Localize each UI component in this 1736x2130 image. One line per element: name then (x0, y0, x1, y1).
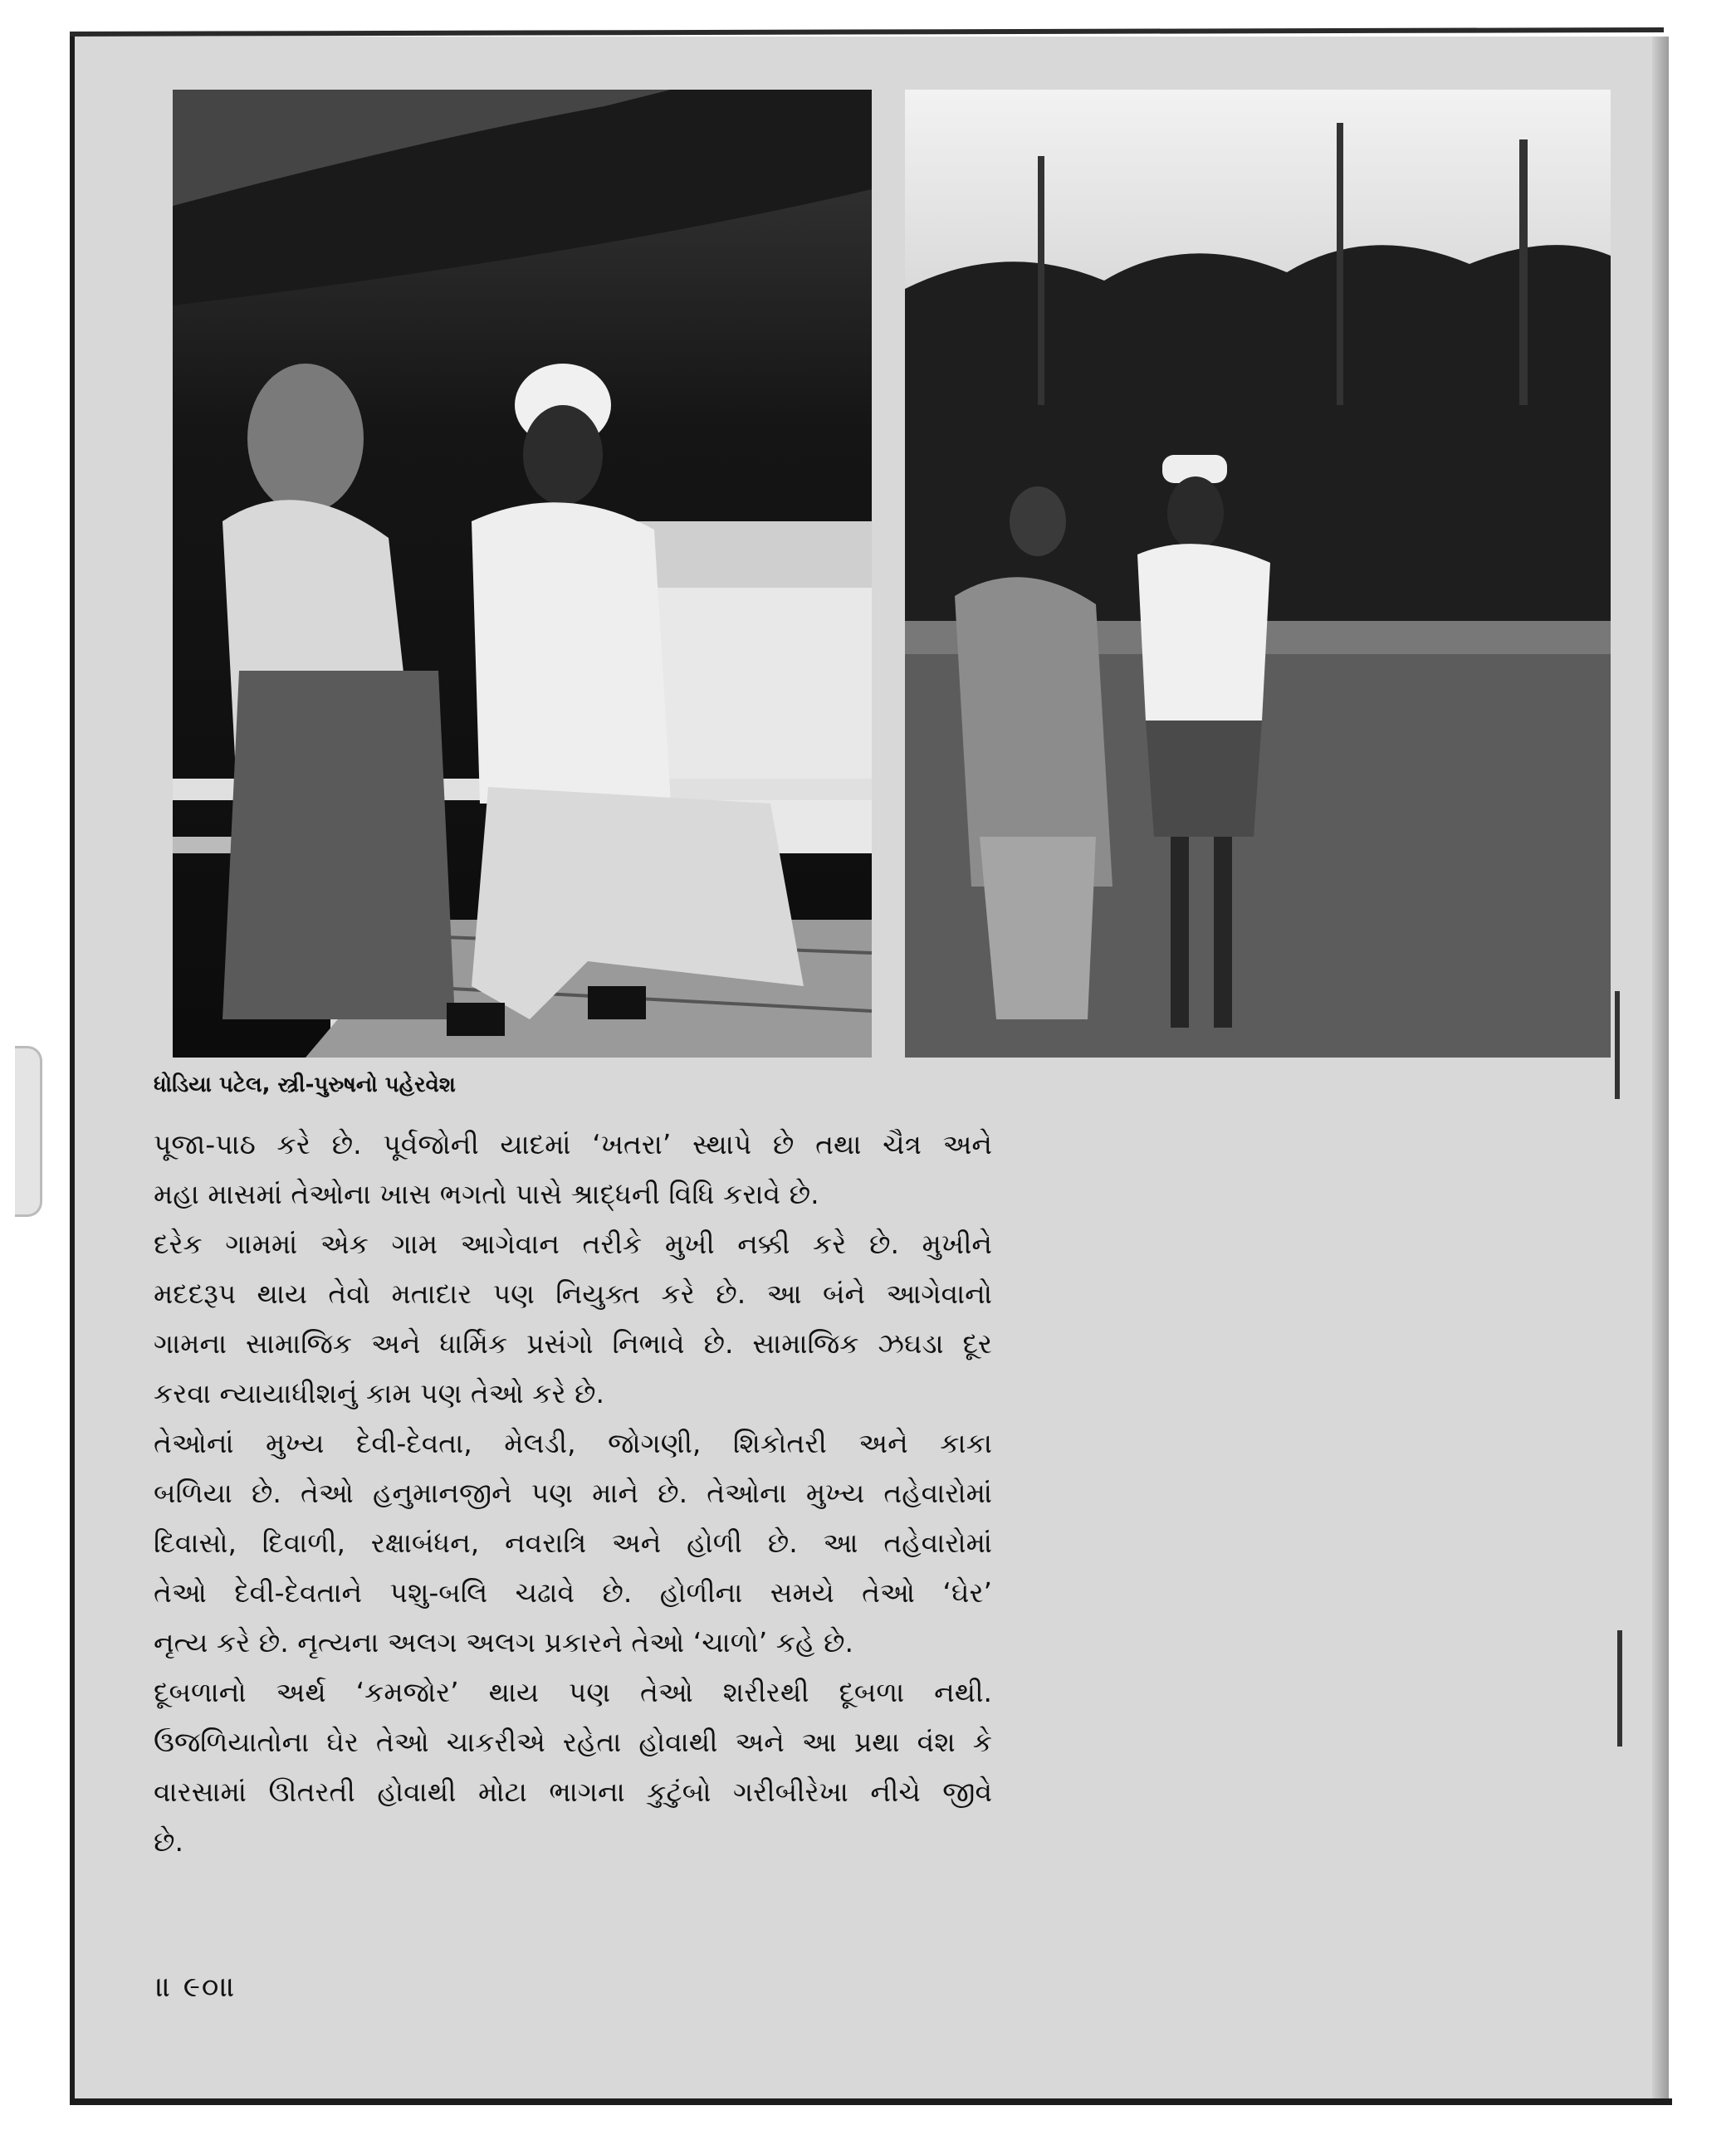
scan-top-edge (70, 27, 1664, 37)
text-line: દિવાસો, દિવાળી, રક્ષાબંધન, નવરાત્રિ અને હોળી છે. આ તહેવારોમાં (154, 1527, 992, 1559)
book-page (75, 37, 1669, 2098)
text-line: તેઓ દેવી-દેવતાને પશુ-બલિ ચઢાવે છે. હોળીના સમયે તેઓ ‘ઘેર’ (154, 1576, 992, 1609)
text-line: તેઓનાં મુખ્ય દેવી-દેવતા, મેલડી, જોગણી, શિકોતરી અને કાકા (154, 1427, 992, 1459)
photo-caption: ધોડિયા પટેલ, સ્ત્રી-પુરુષનો પહેરવેશ (154, 1072, 456, 1097)
page-edge-shadow (1652, 37, 1669, 2098)
text-line: ઉજળિયાતોના ઘેર તેઓ ચાકરીએ રહેતા હોવાથી અને આ પ્રથા વંશ કે (154, 1726, 992, 1758)
text-line: બળિયા છે. તેઓ હનુમાનજીને પણ માને છે. તેઓના મુખ્ય તહેવારોમાં (154, 1477, 992, 1509)
text-line: દરેક ગામમાં એક ગામ આગેવાન તરીકે મુખી નક્કી કરે છે. મુખીને (154, 1228, 992, 1260)
photo-seated-couple (173, 90, 872, 1058)
text-line: ગામના સામાજિક અને ધાર્મિક પ્રસંગો નિભાવે છે. સામાજિક ઝઘડા દૂર (154, 1327, 992, 1360)
page-number: ॥ ૯૦॥ (156, 1971, 237, 2004)
text-line: પૂજા-પાઠ કરે છે. પૂર્વજોની યાદમાં ‘ખતરા’ સ્થાપે છે તથા ચૈત્ર અને (154, 1128, 992, 1160)
text-line: દૂબળાનો અર્થ ‘કમજોર’ થાય પણ તેઓ શરીરથી દૂબળા નથી. (154, 1676, 992, 1708)
text-line: નૃત્ય કરે છે. નૃત્યના અલગ અલગ પ્રકારને તેઓ ‘ચાળો’ કહે છે. (154, 1626, 853, 1659)
scan-artifact-mark (1615, 991, 1620, 1099)
scan-bottom-edge (70, 2098, 1672, 2105)
text-line: કરવા ન્યાયાધીશનું કામ પણ તેઓ કરે છે. (154, 1377, 605, 1409)
photo-standing-couple (905, 90, 1611, 1058)
text-line: વારસામાં ઊતરતી હોવાથી મોટા ભાગના કુટુંબો ગરીબીરેખા નીચે જીવે (154, 1776, 992, 1808)
text-line: છે. (154, 1825, 183, 1858)
text-line: મદદરૂપ થાય તેવો મતાદાર પણ નિયુક્ત કરે છે. આ બંને આગેવાનો (154, 1278, 992, 1310)
text-line: મહા માસમાં તેઓના ખાસ ભગતો પાસે શ્રાદ્ધની વિધિ કરાવે છે. (154, 1178, 819, 1210)
binding-notch (15, 1046, 42, 1217)
body-text (154, 1120, 992, 1867)
scan-artifact-mark (1617, 1630, 1622, 1747)
